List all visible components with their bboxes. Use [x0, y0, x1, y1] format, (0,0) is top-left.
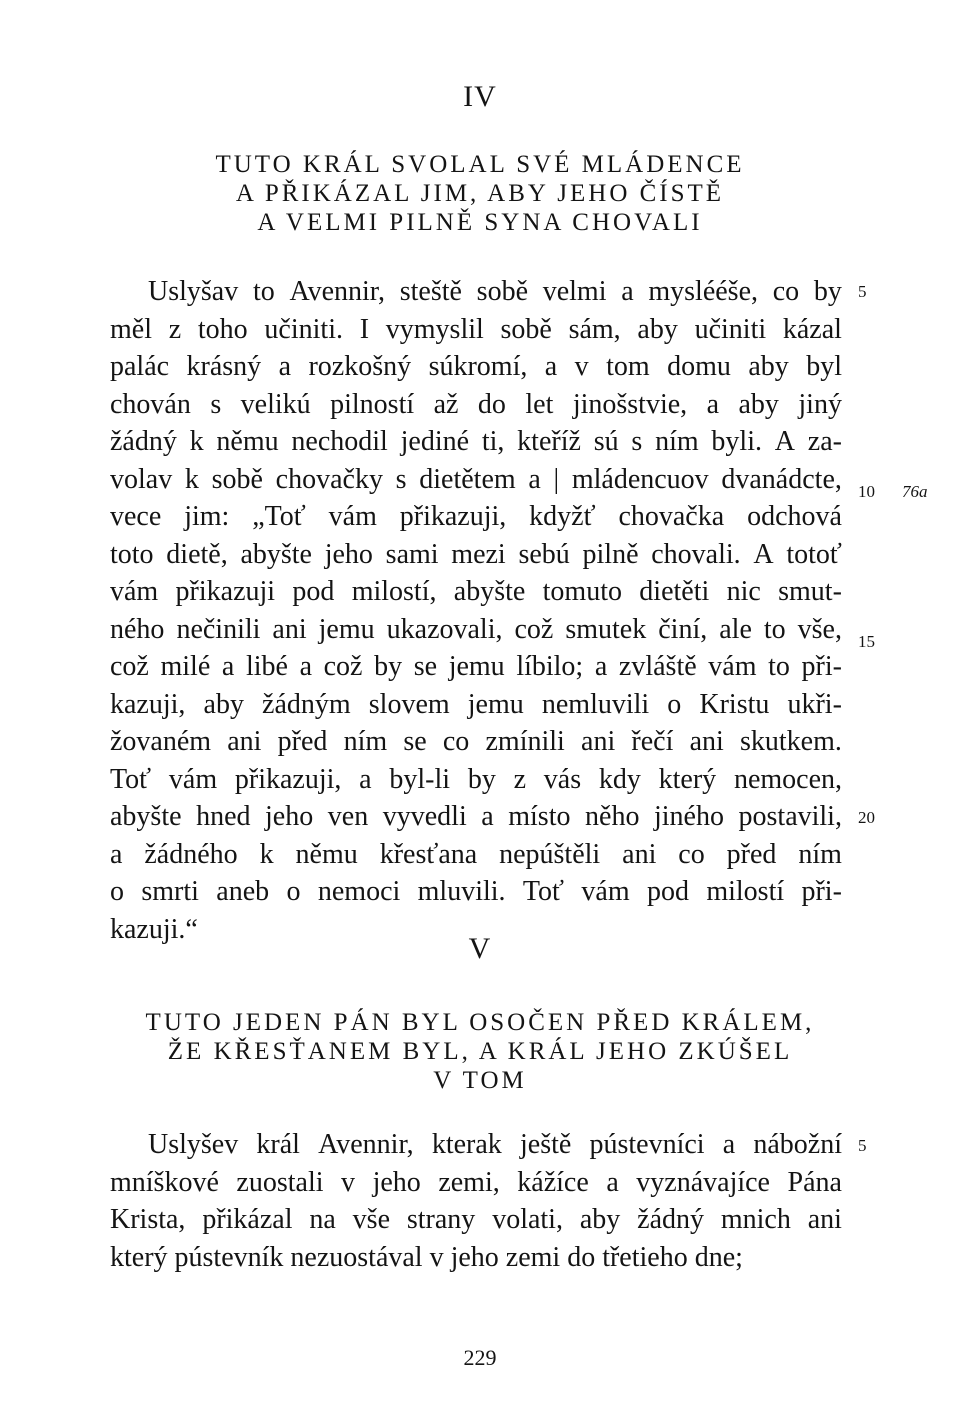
line-number: 10 [858, 482, 875, 501]
chapter-number: IV [463, 80, 497, 113]
text-line: Uslyšev král Avennir, kterak ještě pústevníci a nábožní [148, 1129, 842, 1160]
text-line: toto dietě, abyšte jeho sami mezi sebú pilně chovali. A totoť [110, 538, 842, 570]
heading-line: A VELMI PILNĚ SYNA CHOVALI [257, 209, 703, 236]
text-line: který pústevník nezuostával v jeho zemi do třetieho dne; [110, 1241, 743, 1273]
text-line: chován s velikú pilností až do let jinošstvie, a aby jiný [110, 388, 842, 420]
line-number: 5 [858, 1136, 867, 1155]
text-line: vám přikazuji pod milostí, abyšte tomuto dietěti nic smut- [110, 576, 842, 607]
line-number: 20 [858, 808, 875, 827]
text-line: Krista, přikázal na vše strany volati, aby žádný mnich ani [110, 1204, 842, 1235]
heading-line: A PŘIKÁZAL JIM, ABY JEHO ČÍSTĚ [235, 180, 725, 207]
text-line: a žádného k němu křesťana nepúštěli ani co před ním [110, 838, 842, 870]
text-line: kazuji, aby žádným slovem jemu nemluvili o Kristu ukři- [110, 688, 842, 720]
chapter-heading [0, 1008, 960, 1095]
text-line: Uslyšav to Avennir, steště sobě velmi a myslééše, co by [148, 276, 842, 307]
folio-mark: 76a [902, 482, 928, 501]
text-line: palác krásný a rozkošný súkromí, a v tom domu aby byl [110, 351, 842, 382]
text-line: o smrti aneb o nemoci mluvili. Toť vám pod milostí při- [110, 876, 842, 907]
chapter-heading [0, 150, 960, 237]
line-number: 5 [858, 282, 867, 301]
text-line: žádný k němu nechodil jediné ti, kteříž sú s ním byli. A za- [110, 426, 842, 457]
text-line: mníškové zuostali v jeho zemi, kážíce a vyznávajíce Pána [110, 1166, 842, 1198]
text-line: abyšte hned jeho ven vyvedli a místo něho jiného postavili, [110, 801, 842, 832]
text-line: ného nečinili ani jemu ukazovali, což smutek činí, ale to vše, [110, 613, 842, 645]
text-line: měl z toho učiniti. I vymyslil sobě sám, aby učiniti kázal [110, 313, 842, 345]
heading-line: ŽE KŘESŤANEM BYL, A KRÁL JEHO ZKÚŠEL [167, 1038, 793, 1065]
page-number: 229 [463, 1345, 497, 1370]
text-line: vece jim: „Toť vám přikazuji, kdyžť chovačka odchová [110, 501, 842, 532]
heading-line: TUTO KRÁL SVOLAL SVÉ MLÁDENCE [215, 151, 745, 178]
text-line: žovaném ani před ním se co zmínili ani řečí ani skutkem. [110, 726, 842, 757]
text-line: kazuji.“ [110, 913, 198, 945]
text-line: Toť vám přikazuji, a byl-li by z vás kdy který nemocen, [110, 763, 842, 795]
line-number: 15 [858, 632, 875, 651]
text-line: což milé a libé a což by se jemu líbilo; a zvláště vám to při- [110, 651, 842, 682]
text-line: volav k sobě chovačky s dietětem a | mládencuov dvanádcte, [110, 463, 842, 495]
heading-line: TUTO JEDEN PÁN BYL OSOČEN PŘED KRÁLEM, [145, 1009, 815, 1036]
heading-line: V TOM [433, 1067, 527, 1094]
chapter-number: V [468, 932, 492, 965]
